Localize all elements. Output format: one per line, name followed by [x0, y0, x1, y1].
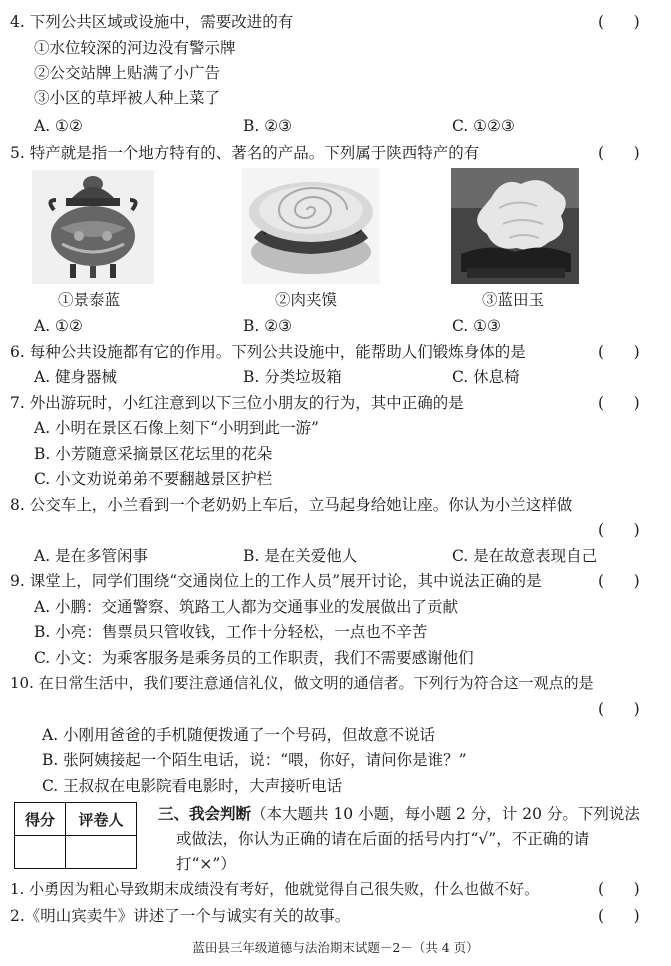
q5-answer-paren[interactable]: ( ): [598, 144, 640, 162]
q4-item-2: ②公交站牌上贴满了小广告: [34, 64, 221, 82]
q7-answer-paren[interactable]: ( ): [598, 394, 640, 412]
q5-caption-2: ②肉夹馍: [275, 291, 338, 309]
q8-option-b[interactable]: B. 是在关爱他人: [243, 547, 358, 565]
judge-item-1-paren[interactable]: ( ): [598, 880, 640, 898]
q8-option-c[interactable]: C. 是在故意表现自己: [452, 547, 598, 565]
score-table: [14, 802, 137, 869]
q10-stem: 10. 在日常生活中，我们要注意通信礼仪，做文明的通信者。下列行为符合这一观点的是: [10, 674, 594, 692]
q8-option-a[interactable]: A. 是在多管闲事: [34, 547, 149, 565]
q4-stem: 4. 下列公共区域或设施中，需要改进的有: [10, 13, 294, 31]
section3-line2: 或做法，你认为正确的请在后面的括号内打“√”，不正确的请: [176, 830, 590, 848]
q10-option-a[interactable]: A. 小刚用爸爸的手机随便拨通了一个号码，但故意不说话: [42, 726, 436, 744]
q6-option-b[interactable]: B. 分类垃圾箱: [243, 368, 342, 386]
q6-answer-paren[interactable]: ( ): [598, 343, 640, 361]
q7-option-b[interactable]: B. 小芳随意采摘景区花坛里的花朵: [34, 445, 273, 463]
q5-stem: 5. 特产就是指一个地方特有的、著名的产品。下列属于陕西特产的有: [10, 144, 480, 162]
section3-line1: [158, 804, 640, 824]
q4-item-1: ①水位较深的河边没有警示牌: [34, 39, 236, 57]
judge-item-2: 2.《明山宾卖牛》讲述了一个与诚实有关的故事。: [10, 907, 351, 925]
section3-line3: 打“×”）: [176, 855, 236, 873]
q4-option-c[interactable]: C. ①②③: [452, 117, 515, 135]
q9-stem: 9. 课堂上，同学们围绕“交通岗位上的工作人员”展开讨论，其中说法正确的是: [10, 572, 542, 590]
q4-answer-paren[interactable]: ( ): [598, 13, 640, 31]
page-footer: 蓝田县三年级道德与法治期末试题－2－（共 4 页）: [192, 940, 479, 955]
q6-option-c[interactable]: C. 休息椅: [452, 368, 520, 386]
q8-answer-paren[interactable]: ( ): [598, 521, 640, 539]
q4-option-b[interactable]: B. ②③: [243, 117, 293, 135]
q10-option-b[interactable]: B. 张阿姨接起一个陌生电话，说：“喂，你好，请问你是谁？”: [42, 751, 467, 769]
q5-option-c[interactable]: C. ①③: [452, 317, 501, 335]
cloisonne-censer-image: [32, 170, 154, 284]
judge-item-2-paren[interactable]: ( ): [598, 907, 640, 925]
q8-stem: 8. 公交车上，小兰看到一个老奶奶上车后，立马起身给她让座。你认为小兰这样做: [10, 496, 573, 514]
q9-option-a[interactable]: A. 小鹏：交通警察、筑路工人都为交通事业的发展做出了贡献: [34, 598, 459, 616]
judge-item-1: 1. 小勇因为粗心导致期末成绩没有考好，他就觉得自己很失败，什么也做不好。: [10, 880, 540, 898]
q4-item-3: ③小区的草坪被人种上菜了: [34, 89, 221, 107]
score-label: 得分: [15, 803, 66, 836]
roujiamo-image: [242, 168, 380, 284]
grader-label: 评卷人: [66, 803, 137, 836]
q9-answer-paren[interactable]: ( ): [598, 572, 640, 590]
q6-option-a[interactable]: A. 健身器械: [34, 368, 118, 386]
q10-option-c[interactable]: C. 王叔叔在电影院看电影时，大声接听电话: [42, 777, 343, 795]
q7-option-c[interactable]: C. 小文劝说弟弟不要翻越景区护栏: [34, 470, 273, 488]
q5-caption-1: ①景泰蓝: [58, 291, 121, 309]
section3-heading: 三、我会判断: [158, 804, 252, 823]
q9-option-c[interactable]: C. 小文：为乘客服务是乘务员的工作职责，我们不需要感谢他们: [34, 649, 474, 667]
q10-answer-paren[interactable]: ( ): [598, 700, 640, 718]
grader-cell[interactable]: [66, 836, 137, 869]
q7-stem: 7. 外出游玩时，小红注意到以下三位小朋友的行为，其中正确的是: [10, 394, 464, 412]
q7-option-a[interactable]: A. 小明在景区石像上刻下“小明到此一游”: [34, 419, 319, 437]
q6-stem: 6. 每种公共设施都有它的作用。下列公共设施中，能帮助人们锻炼身体的是: [10, 343, 526, 361]
q5-option-b[interactable]: B. ②③: [243, 317, 293, 335]
q4-option-a[interactable]: A. ①②: [34, 117, 83, 135]
q5-option-a[interactable]: A. ①②: [34, 317, 83, 335]
lantian-jade-image: [451, 168, 579, 284]
score-cell[interactable]: [15, 836, 66, 869]
section3-instructions: （本大题共 10 小题，每小题 2 分，计 20 分。下列说法: [251, 805, 640, 823]
q5-caption-3: ③蓝田玉: [482, 291, 545, 309]
q9-option-b[interactable]: B. 小亮：售票员只管收钱，工作十分轻松，一点也不辛苦: [34, 623, 428, 641]
